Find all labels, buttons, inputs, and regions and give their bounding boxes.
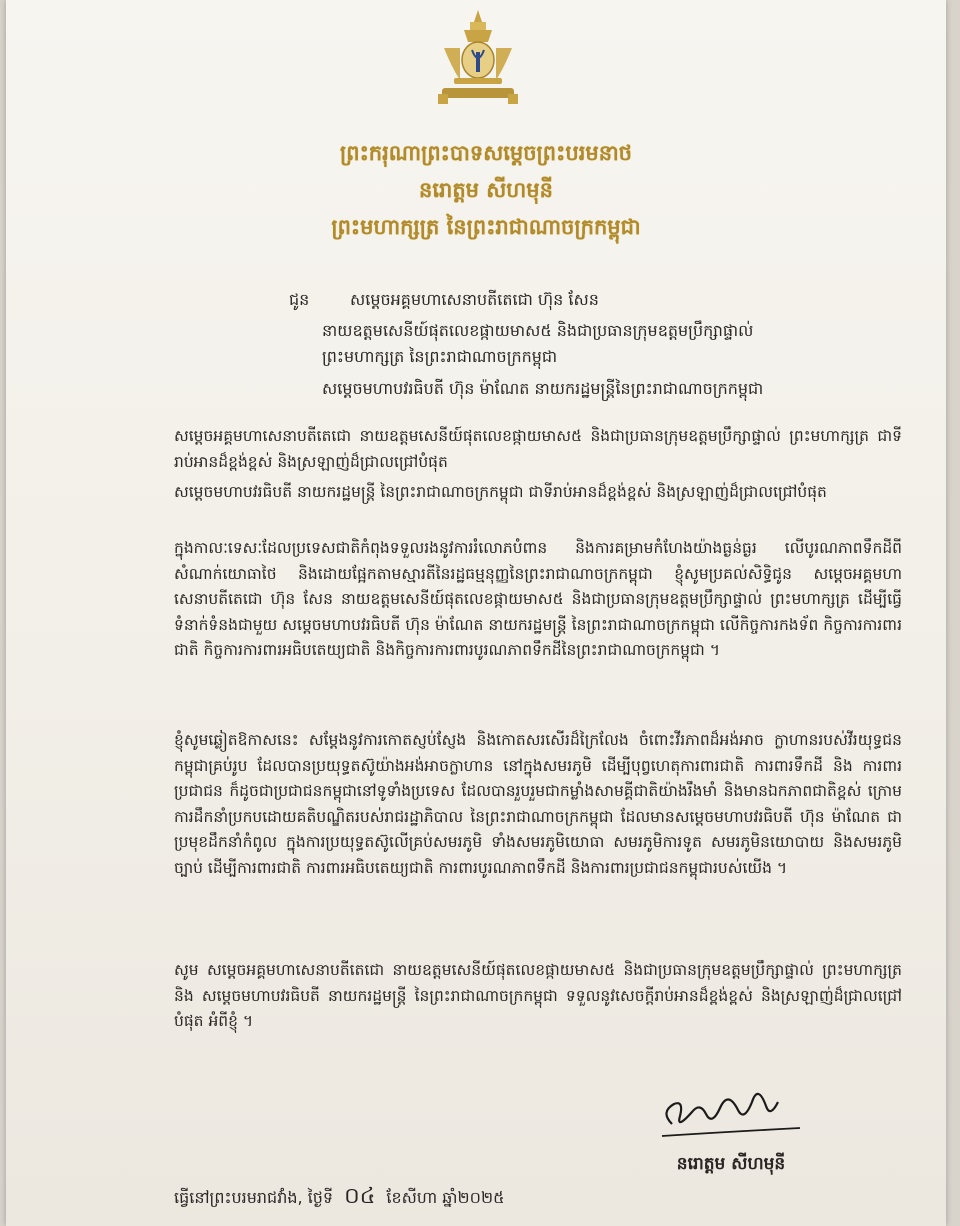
body-paragraph-1 [174, 424, 902, 475]
royal-coat-of-arms-emblem [434, 8, 522, 106]
body-paragraph-2 [174, 480, 902, 506]
body-text-4: ខ្ញុំសូមឆ្លៀតឱកាសនេះ សម្ដែងនូវការកោតស្ញប់ស្ញែង និងកោតសរសើរដ៏ក្រៃលែង ចំពោះវីរភាពដ៏អង់អាច ក្លាហានរបស់វីរយុទ្ធជនកម្ពុជាគ្រប់រូប ដែលបានប្រយុទ្ធតស៊ូយ៉ាងអង់អាចក្លាហាន នៅក្នុងសមរភូមិ ដើម្បីបុព្វហេតុការពារជាតិ ការពារទឹកដី និង ការពារប្រជាជន ក៏ដូចជាប្រជាជនកម្ពុជានៅទូទាំងប្រទេស ដែលបានរួបរួមជាកម្លាំងសាមគ្គីជាតិយ៉ាងរឹងមាំ និងមានឯកភាពជាតិខ្ពស់ ក្រោមការដឹកនាំប្រកបដោយគតិបណ្ឌិតរបស់រាជរដ្ឋាភិបាល នៃព្រះរាជាណាចក្រកម្ពុជា ដែលមានសម្ដេចមហាបវរធិបតី ហ៊ុន ម៉ាណែត ជាប្រមុខដឹកនាំកំពូល ក្នុងការប្រយុទ្ធតស៊ូលើគ្រប់សមរភូមិ ទាំងសមរភូមិយោធា សមរភូមិការទូត សមរភូមិនយោបាយ និងសមរភូមិច្បាប់ ដើម្បីការពារជាតិ ការពារអធិបតេយ្យជាតិ ការពារបូរណភាពទឹកដី និងការពារប្រជាជនកម្ពុជារបស់យើង ។ [174, 731, 902, 877]
body-text-3: ក្នុងកាលៈទេសៈដែលប្រទេសជាតិកំពុងទទួលរងនូវការរំលោភបំពាន និងការគម្រាមកំហែងយ៉ាងធ្ងន់ធ្ងរ លើបូរណភាពទឹកដីពីសំណាក់យោធាថៃ និងដោយផ្អែកតាមស្មារតីនៃរដ្ឋធម្មនុញ្ញនៃព្រះរាជាណាចក្រកម្ពុជា ខ្ញុំសូមប្រគល់សិទ្ធិជូន សម្ដេចអគ្គមហាសេនាបតីតេជោ ហ៊ុន សែន នាយឧត្តមសេនីយ៍ផុតលេខផ្កាយមាស៥ និងជាប្រធានក្រុមឧត្តមប្រឹក្សាផ្ទាល់ ព្រះមហាក្សត្រ ដើម្បីធ្វើទំនាក់ទំនងជាមួយ សម្ដេចមហាបវរធិបតី ហ៊ុន ម៉ាណែត នាយករដ្ឋមន្ត្រី នៃព្រះរាជាណាចក្រកម្ពុជា លើកិច្ចការកងទ័ព កិច្ចការការពារជាតិ កិច្ចការការពារអធិបតេយ្យជាតិ និងកិច្ចការការពារបូរណភាពទឹកដីនៃព្រះរាជាណាចក្រកម្ពុជា ។ [174, 539, 902, 659]
recipient-line-1: សម្ដេចអគ្គមហាសេនាបតីតេជោ ហ៊ុន សែន [350, 290, 599, 309]
body-text-2: សម្ដេចមហាបវរធិបតី នាយករដ្ឋមន្ត្រី នៃព្រះរាជាណាចក្រកម្ពុជា ជាទីរាប់អានដ៏ខ្ពង់ខ្ពស់ និងស្រឡាញ់ដ៏ជ្រាលជ្រៅបំផុត [174, 483, 827, 501]
date-prefix: ធ្វើនៅព្រះបរមរាជវាំង, ថ្ងៃទី [174, 1188, 334, 1207]
date-day: ០៤ [344, 1184, 376, 1209]
body-paragraph-3 [174, 536, 902, 664]
recipient-line-4: សម្ដេចមហាបវរធិបតី ហ៊ុន ម៉ាណែត នាយករដ្ឋមន្ត្រីនៃព្រះរាជាណាចក្រកម្ពុជា [322, 379, 764, 398]
date-line [174, 1182, 504, 1214]
header-royal-title: ព្រះករុណាព្រះបាទសម្ដេចព្រះបរមនាថ [339, 141, 633, 165]
letter-sheet [6, 0, 946, 1226]
body-paragraph-4 [174, 728, 902, 881]
recipient-label: ជូន [289, 290, 310, 309]
header-king-title: ព្រះមហាក្សត្រ នៃព្រះរាជាណាចក្រកម្ពុជា [331, 215, 641, 239]
body-paragraph-5 [174, 958, 902, 1035]
body-text-1: សម្ដេចអគ្គមហាសេនាបតីតេជោ នាយឧត្តមសេនីយ៍ផុតលេខផ្កាយមាស៥ និងជាប្រធានក្រុមឧត្តមប្រឹក្សាផ្ទាល់ ព្រះមហាក្សត្រ ជាទីរាប់អានដ៏ខ្ពង់ខ្ពស់ និងស្រឡាញ់ដ៏ជ្រាលជ្រៅបំផុត [174, 427, 902, 471]
handwritten-signature [654, 1072, 804, 1144]
date-suffix: ខែសីហា ឆ្នាំ២០២៥ [386, 1188, 505, 1207]
signer-name: នរោត្តម សីហមុនី [676, 1154, 786, 1174]
recipient-line-3: ព្រះមហាក្សត្រ នៃព្រះរាជាណាចក្រកម្ពុជា [322, 347, 558, 366]
body-text-5: សូម សម្ដេចអគ្គមហាសេនាបតីតេជោ នាយឧត្តមសេនីយ៍ផុតលេខផ្កាយមាស៥ និងជាប្រធានក្រុមឧត្តមប្រឹក្សាផ្ទាល់ ព្រះមហាក្សត្រ និង សម្ដេចមហាបវរធិបតី នាយករដ្ឋមន្ត្រី នៃព្រះរាជាណាចក្រកម្ពុជា ទទួលនូវសេចក្តីរាប់អានដ៏ខ្ពង់ខ្ពស់ និងស្រឡាញ់ដ៏ជ្រាលជ្រៅបំផុត អំពីខ្ញុំ ។ [174, 961, 902, 1030]
header-king-name: នរោត្តម សីហមុនី [419, 178, 553, 202]
recipient-line-2: នាយឧត្តមសេនីយ៍ផុតលេខផ្កាយមាស៥ និងជាប្រធានក្រុមឧត្តមប្រឹក្សាផ្ទាល់ [322, 321, 754, 340]
